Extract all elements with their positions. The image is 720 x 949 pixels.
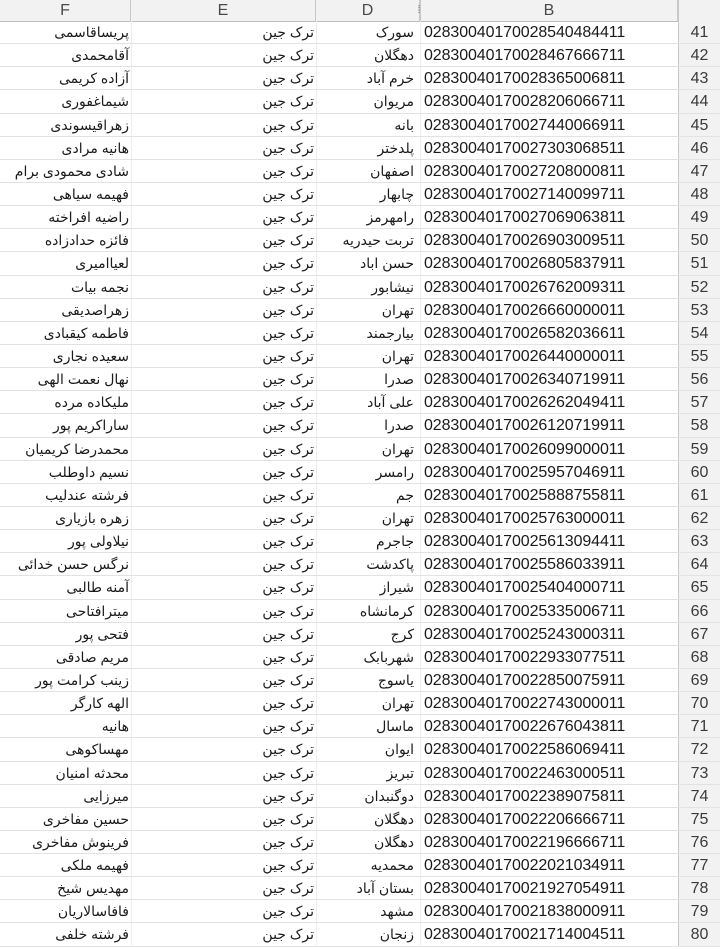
row-number[interactable]: 72 (678, 738, 720, 760)
cell-city[interactable]: صدرا (316, 368, 420, 390)
cell-name[interactable]: نجمه بیات (71, 278, 129, 295)
cell-product[interactable]: ترک جین (131, 484, 316, 506)
table-row (0, 137, 720, 160)
cell-city[interactable]: جم (316, 484, 420, 506)
column-header-e[interactable]: E (131, 0, 316, 21)
table-row (0, 160, 720, 183)
cell-city[interactable]: مریوان (316, 90, 420, 112)
table-row (0, 229, 720, 252)
cell-product[interactable]: ترک جین (131, 67, 316, 89)
cell-product[interactable]: ترک جین (131, 600, 316, 622)
cell-name[interactable]: فرشته عندلیب (45, 486, 129, 503)
cell-name[interactable]: زهراصدیقی (61, 301, 129, 318)
row-number[interactable]: 61 (678, 484, 720, 506)
cell-name[interactable]: فرینوش مفاخری (32, 833, 129, 850)
table-row (0, 438, 720, 461)
cell-product[interactable]: ترک جین (131, 900, 316, 922)
cell-name[interactable]: زهره بازیاری (55, 509, 129, 526)
cell-city[interactable]: جاجرم (316, 530, 420, 552)
cell-city[interactable]: یاسوج (316, 669, 420, 691)
cell-city[interactable]: تهران (316, 692, 420, 714)
row-number[interactable]: 73 (678, 762, 720, 784)
cell-product[interactable]: ترک جین (131, 692, 316, 714)
cell-name[interactable]: مهساکوهی (65, 741, 129, 758)
cell-name[interactable]: فرشته خلفی (55, 926, 129, 943)
row-number[interactable]: 69 (678, 669, 720, 691)
cell-name[interactable]: الهه کارگر (70, 695, 129, 712)
cell-tracking-code[interactable]: 02830040170022206666711 (420, 808, 678, 830)
row-number[interactable]: 45 (678, 114, 720, 136)
table-row (0, 808, 720, 831)
cell-name[interactable]: راضیه افراخته (48, 209, 129, 226)
cell-city[interactable]: تهران (316, 345, 420, 367)
cell-product[interactable]: ترک جین (131, 229, 316, 251)
cell-name[interactable]: مریم صادقی (55, 648, 129, 665)
cell-product[interactable]: ترک جین (131, 183, 316, 205)
cell-product[interactable]: ترک جین (131, 160, 316, 182)
cell-name[interactable]: آمنه طالبی (66, 579, 129, 596)
cell-product[interactable]: ترک جین (131, 530, 316, 552)
row-number[interactable]: 54 (678, 322, 720, 344)
row-number[interactable]: 58 (678, 414, 720, 436)
cell-product[interactable]: ترک جین (131, 206, 316, 228)
cell-city[interactable]: کرمانشاه (316, 600, 420, 622)
cell-tracking-code[interactable]: 02830040170028467666711 (420, 44, 678, 66)
cell-name[interactable]: فاطمه کیقبادی (43, 324, 129, 341)
cell-tracking-code[interactable]: 02830040170026582036611 (420, 322, 678, 344)
table-row (0, 114, 720, 137)
cell-name[interactable]: زهراقیسوندی (50, 116, 129, 133)
cell-tracking-code[interactable]: 02830040170022933077511 (420, 646, 678, 668)
cell-product[interactable]: ترک جین (131, 21, 316, 43)
row-number[interactable]: 43 (678, 67, 720, 89)
cell-product[interactable]: ترک جین (131, 576, 316, 598)
column-header-f[interactable]: F (0, 0, 131, 21)
cell-product[interactable]: ترک جین (131, 114, 316, 136)
cell-product[interactable]: ترک جین (131, 438, 316, 460)
cell-tracking-code[interactable]: 02830040170027140099711 (420, 183, 678, 205)
cell-product[interactable]: ترک جین (131, 90, 316, 112)
row-number[interactable]: 62 (678, 507, 720, 529)
column-resize-handle-icon[interactable]: ⁞ (417, 4, 421, 16)
cell-name[interactable]: پریساقاسمی (54, 24, 129, 40)
cell-city[interactable]: بستان آباد (316, 877, 420, 899)
cell-product[interactable]: ترک جین (131, 461, 316, 483)
cell-name[interactable]: نیلاولی پور (68, 533, 129, 550)
row-number[interactable]: 77 (678, 854, 720, 876)
table-row (0, 252, 720, 275)
cell-city[interactable]: تبریز (316, 762, 420, 784)
table-row (0, 484, 720, 507)
table-row (0, 276, 720, 299)
table-row (0, 530, 720, 553)
row-number[interactable]: 55 (678, 345, 720, 367)
cell-product[interactable]: ترک جین (131, 553, 316, 575)
row-number[interactable]: 74 (678, 785, 720, 807)
cell-tracking-code[interactable]: 02830040170022463000511 (420, 762, 678, 784)
row-number[interactable]: 49 (678, 206, 720, 228)
cell-tracking-code[interactable]: 02830040170025613094411 (420, 530, 678, 552)
row-number[interactable]: 60 (678, 461, 720, 483)
cell-product[interactable]: ترک جین (131, 646, 316, 668)
cell-product[interactable]: ترک جین (131, 738, 316, 760)
cell-tracking-code[interactable]: 02830040170025586033911 (420, 553, 678, 575)
cell-name[interactable]: ساراکریم پور (52, 417, 129, 434)
table-row (0, 90, 720, 113)
row-number[interactable]: 41 (678, 21, 720, 43)
cell-tracking-code[interactable]: 02830040170022850075911 (420, 669, 678, 691)
cell-city[interactable]: پلدختر (316, 137, 420, 159)
cell-tracking-code[interactable]: 02830040170022676043811 (420, 715, 678, 737)
cell-city[interactable]: اصفهان (316, 160, 420, 182)
cell-tracking-code[interactable]: 02830040170025243000311 (420, 623, 678, 645)
cell-tracking-code[interactable]: 02830040170027069063811 (420, 206, 678, 228)
table-row (0, 345, 720, 368)
table-row (0, 923, 720, 946)
cell-city[interactable]: دهگلان (316, 808, 420, 830)
row-number[interactable]: 78 (678, 877, 720, 899)
cell-product[interactable]: ترک جین (131, 391, 316, 413)
cell-tracking-code[interactable]: 02830040170022586069411 (420, 738, 678, 760)
cell-city[interactable]: تهران (316, 438, 420, 460)
cell-tracking-code[interactable]: 02830040170025763000011 (420, 507, 678, 529)
table-row (0, 877, 720, 900)
table-row (0, 206, 720, 229)
cell-tracking-code[interactable]: 02830040170025957046911 (420, 461, 678, 483)
row-number[interactable]: 59 (678, 438, 720, 460)
column-header-d[interactable]: D (316, 0, 420, 21)
header-corner[interactable] (678, 0, 720, 21)
table-row (0, 391, 720, 414)
row-number[interactable]: 75 (678, 808, 720, 830)
cell-tracking-code[interactable]: 02830040170022021034911 (420, 854, 678, 876)
cell-city[interactable]: سورک (316, 21, 420, 43)
cell-name[interactable]: میرزایی (83, 787, 129, 804)
cell-product[interactable]: ترک جین (131, 623, 316, 645)
cell-city[interactable]: خرم آباد (316, 67, 420, 89)
cell-tracking-code[interactable]: 02830040170026262049411 (420, 391, 678, 413)
cell-name[interactable]: مهدیس شیخ (57, 880, 129, 897)
cell-tracking-code[interactable]: 02830040170025404000711 (420, 576, 678, 598)
cell-name[interactable]: هانیه (101, 718, 129, 735)
table-row (0, 553, 720, 576)
cell-city[interactable]: علی آباد (316, 391, 420, 413)
cell-tracking-code[interactable]: 02830040170025888755811 (420, 484, 678, 506)
table-row (0, 299, 720, 322)
cell-tracking-code[interactable]: 02830040170027440066911 (420, 114, 678, 136)
cell-name[interactable]: سعیده نجاری (52, 347, 129, 364)
table-row (0, 44, 720, 67)
row-number[interactable]: 71 (678, 715, 720, 737)
cell-city[interactable]: ایوان (316, 738, 420, 760)
table-row (0, 461, 720, 484)
row-number[interactable]: 76 (678, 831, 720, 853)
row-number[interactable]: 50 (678, 229, 720, 251)
cell-name[interactable]: میترافتاحی (65, 602, 129, 619)
table-row (0, 646, 720, 669)
table-row (0, 762, 720, 785)
cell-tracking-code[interactable]: 02830040170021838000911 (420, 900, 678, 922)
cell-name[interactable]: نهال نعمت الهی (37, 371, 129, 388)
cell-city[interactable]: تربت حیدریه (316, 229, 420, 251)
cell-city[interactable]: رامهرمز (316, 206, 420, 228)
row-number[interactable]: 64 (678, 553, 720, 575)
cell-name[interactable]: فتحی پور (75, 625, 129, 642)
cell-product[interactable]: ترک جین (131, 808, 316, 830)
cell-tracking-code[interactable]: 02830040170028365006811 (420, 67, 678, 89)
cell-city[interactable]: حسن اباد (316, 252, 420, 274)
cell-name[interactable]: لعیاامیری (75, 255, 129, 272)
cell-tracking-code[interactable]: 02830040170026099000011 (420, 438, 678, 460)
table-row (0, 21, 720, 44)
row-number[interactable]: 68 (678, 646, 720, 668)
cell-product[interactable]: ترک جین (131, 137, 316, 159)
cell-product[interactable]: ترک جین (131, 923, 316, 945)
cell-product[interactable]: ترک جین (131, 322, 316, 344)
cell-name[interactable]: نرگس حسن خدائی (17, 556, 129, 573)
cell-product[interactable]: ترک جین (131, 715, 316, 737)
table-row (0, 900, 720, 923)
cell-product[interactable]: ترک جین (131, 854, 316, 876)
cell-product[interactable]: ترک جین (131, 252, 316, 274)
cell-name[interactable]: شادی محمودی برام (14, 162, 129, 179)
cell-name[interactable]: نسیم داوطلب (48, 463, 129, 480)
cell-name[interactable]: آقامحمدی (71, 47, 129, 64)
cell-city[interactable]: مشهد (316, 900, 420, 922)
row-number[interactable]: 42 (678, 44, 720, 66)
cell-tracking-code[interactable]: 02830040170026660000011 (420, 299, 678, 321)
table-row (0, 692, 720, 715)
cell-tracking-code[interactable]: 02830040170026903009511 (420, 229, 678, 251)
cell-city[interactable]: صدرا (316, 414, 420, 436)
row-number[interactable]: 79 (678, 900, 720, 922)
cell-product[interactable]: ترک جین (131, 669, 316, 691)
cell-city[interactable]: زنجان (316, 923, 420, 945)
cell-product[interactable]: ترک جین (131, 785, 316, 807)
row-number[interactable]: 53 (678, 299, 720, 321)
row-number[interactable]: 48 (678, 183, 720, 205)
table-row (0, 322, 720, 345)
cell-tracking-code[interactable]: 02830040170026762009311 (420, 276, 678, 298)
cell-product[interactable]: ترک جین (131, 762, 316, 784)
cell-city[interactable]: نیشابور (316, 276, 420, 298)
cell-city[interactable]: بیارجمند (316, 322, 420, 344)
cell-tracking-code[interactable]: 02830040170026805837911 (420, 252, 678, 274)
table-row (0, 669, 720, 692)
cell-name[interactable]: هانیه مرادی (61, 139, 129, 156)
row-number[interactable]: 47 (678, 160, 720, 182)
cell-city[interactable]: محمدیه (316, 854, 420, 876)
cell-city[interactable]: چابهار (316, 183, 420, 205)
row-number[interactable]: 70 (678, 692, 720, 714)
cell-name[interactable]: محدثه امنیان (55, 764, 129, 781)
cell-tracking-code[interactable]: 02830040170027208000811 (420, 160, 678, 182)
row-number[interactable]: 57 (678, 391, 720, 413)
table-row (0, 600, 720, 623)
cell-tracking-code[interactable]: 02830040170022743000011 (420, 692, 678, 714)
table-row (0, 576, 720, 599)
table-row (0, 738, 720, 761)
table-row (0, 785, 720, 808)
table-row (0, 715, 720, 738)
table-row (0, 67, 720, 90)
cell-product[interactable]: ترک جین (131, 44, 316, 66)
cell-city[interactable]: کرج (316, 623, 420, 645)
table-row (0, 368, 720, 391)
cell-name[interactable]: حسین مفاخری (42, 810, 129, 827)
cell-city[interactable]: دهگلان (316, 831, 420, 853)
cell-product[interactable]: ترک جین (131, 368, 316, 390)
cell-tracking-code[interactable]: 02830040170025335006711 (420, 600, 678, 622)
cell-city[interactable]: رامسر (316, 461, 420, 483)
cell-tracking-code[interactable]: 02830040170022389075811 (420, 785, 678, 807)
cell-tracking-code[interactable]: 02830040170026340719911 (420, 368, 678, 390)
row-number[interactable]: 80 (678, 923, 720, 945)
cell-name[interactable]: فهیمه سیاهی (52, 185, 129, 202)
cell-city[interactable]: تهران (316, 507, 420, 529)
row-number[interactable]: 56 (678, 368, 720, 390)
cell-tracking-code[interactable]: 02830040170028206066711 (420, 90, 678, 112)
row-number[interactable]: 44 (678, 90, 720, 112)
row-number[interactable]: 63 (678, 530, 720, 552)
cell-product[interactable]: ترک جین (131, 345, 316, 367)
row-number[interactable]: 51 (678, 252, 720, 274)
cell-tracking-code[interactable]: 02830040170021927054911 (420, 877, 678, 899)
cell-name[interactable]: شیماغفوری (61, 93, 129, 110)
cell-city[interactable]: شیراز (316, 576, 420, 598)
row-number[interactable]: 52 (678, 276, 720, 298)
cell-city[interactable]: دهگلان (316, 44, 420, 66)
row-number[interactable]: 46 (678, 137, 720, 159)
cell-name[interactable]: فهیمه ملکی (60, 857, 129, 874)
row-number[interactable]: 65 (678, 576, 720, 598)
cell-name[interactable]: فائزه حدادزاده (44, 232, 129, 249)
cell-tracking-code[interactable]: 02830040170026440000011 (420, 345, 678, 367)
cell-tracking-code[interactable]: 02830040170028540484411 (420, 21, 678, 43)
column-header-bar (0, 0, 720, 22)
row-list (0, 21, 720, 947)
cell-product[interactable]: ترک جین (131, 299, 316, 321)
cell-product[interactable]: ترک جین (131, 414, 316, 436)
cell-product[interactable]: ترک جین (131, 877, 316, 899)
cell-tracking-code[interactable]: 02830040170021714004511 (420, 923, 678, 945)
cell-city[interactable]: ماسال (316, 715, 420, 737)
row-number[interactable]: 67 (678, 623, 720, 645)
table-row (0, 507, 720, 530)
cell-city[interactable]: شهربابک (316, 646, 420, 668)
table-row (0, 414, 720, 437)
table-row (0, 831, 720, 854)
cell-name[interactable]: آزاده کریمی (58, 70, 129, 87)
cell-name[interactable]: محمدرضا کریمیان (25, 440, 129, 457)
table-row (0, 623, 720, 646)
cell-city[interactable]: تهران (316, 299, 420, 321)
cell-city[interactable]: پاکدشت (316, 553, 420, 575)
cell-tracking-code[interactable]: 02830040170026120719911 (420, 414, 678, 436)
cell-product[interactable]: ترک جین (131, 276, 316, 298)
row-number[interactable]: 66 (678, 600, 720, 622)
cell-tracking-code[interactable]: 02830040170022196666711 (420, 831, 678, 853)
cell-name[interactable]: ملیکاده مرده (54, 394, 129, 411)
cell-name[interactable]: فافاسالاریان (57, 903, 129, 920)
table-row (0, 183, 720, 206)
table-row (0, 854, 720, 877)
cell-product[interactable]: ترک جین (131, 831, 316, 853)
cell-product[interactable]: ترک جین (131, 507, 316, 529)
cell-city[interactable]: دوگنبدان (316, 785, 420, 807)
cell-city[interactable]: بانه (316, 114, 420, 136)
column-header-b[interactable]: B (420, 0, 678, 21)
cell-name[interactable]: زینب کرامت پور (35, 671, 129, 688)
cell-tracking-code[interactable]: 02830040170027303068511 (420, 137, 678, 159)
